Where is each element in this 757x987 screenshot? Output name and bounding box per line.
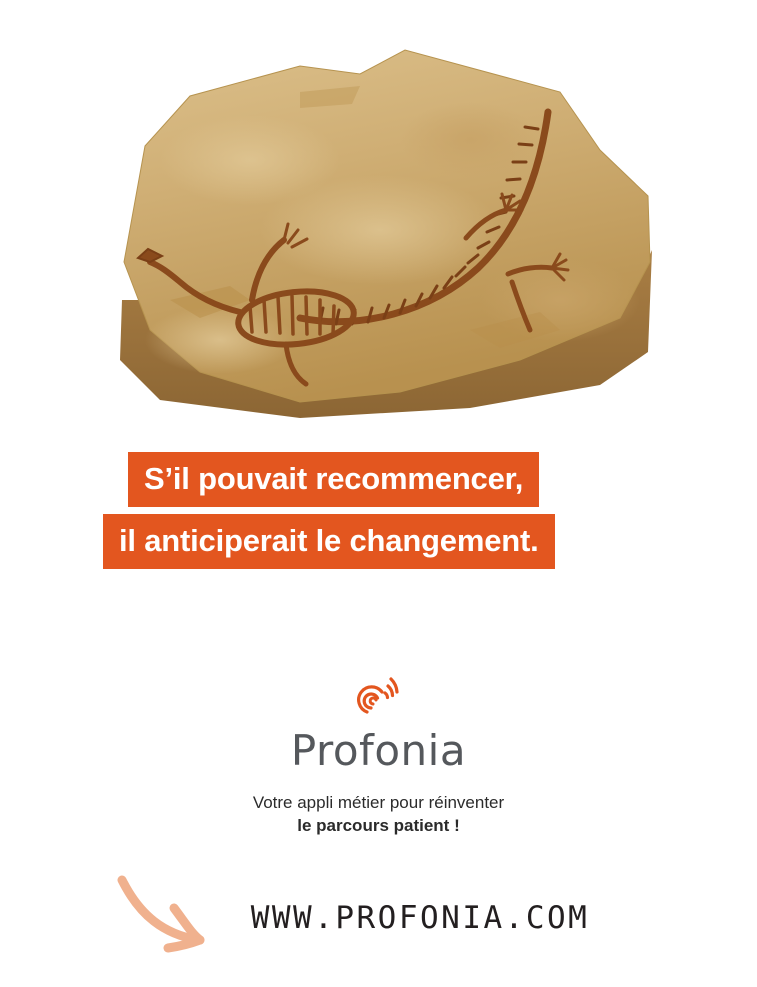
headline-line-1: S’il pouvait recommencer, [128, 452, 539, 507]
fossil-skeleton-illustration [0, 0, 757, 430]
url-row [0, 868, 757, 968]
headline-row-2 [0, 514, 757, 569]
poster-image [0, 0, 757, 430]
stone-texture [145, 306, 295, 374]
headline-row-1 [0, 452, 757, 507]
curved-arrow-icon [112, 868, 222, 958]
website-url[interactable]: WWW.PROFONIA.COM [250, 900, 590, 936]
tagline [0, 792, 757, 838]
tagline-line-2: le parcours patient ! [297, 815, 460, 835]
tagline-line-1: Votre appli métier pour réinventer [252, 793, 505, 812]
stone-texture [400, 102, 540, 178]
logo-wordmark: Profonia [290, 726, 467, 775]
profonia-spiral-icon [351, 672, 407, 724]
headline-line-2: il anticiperait le changement. [103, 514, 555, 569]
headline [0, 452, 757, 569]
logo-block [0, 672, 757, 775]
